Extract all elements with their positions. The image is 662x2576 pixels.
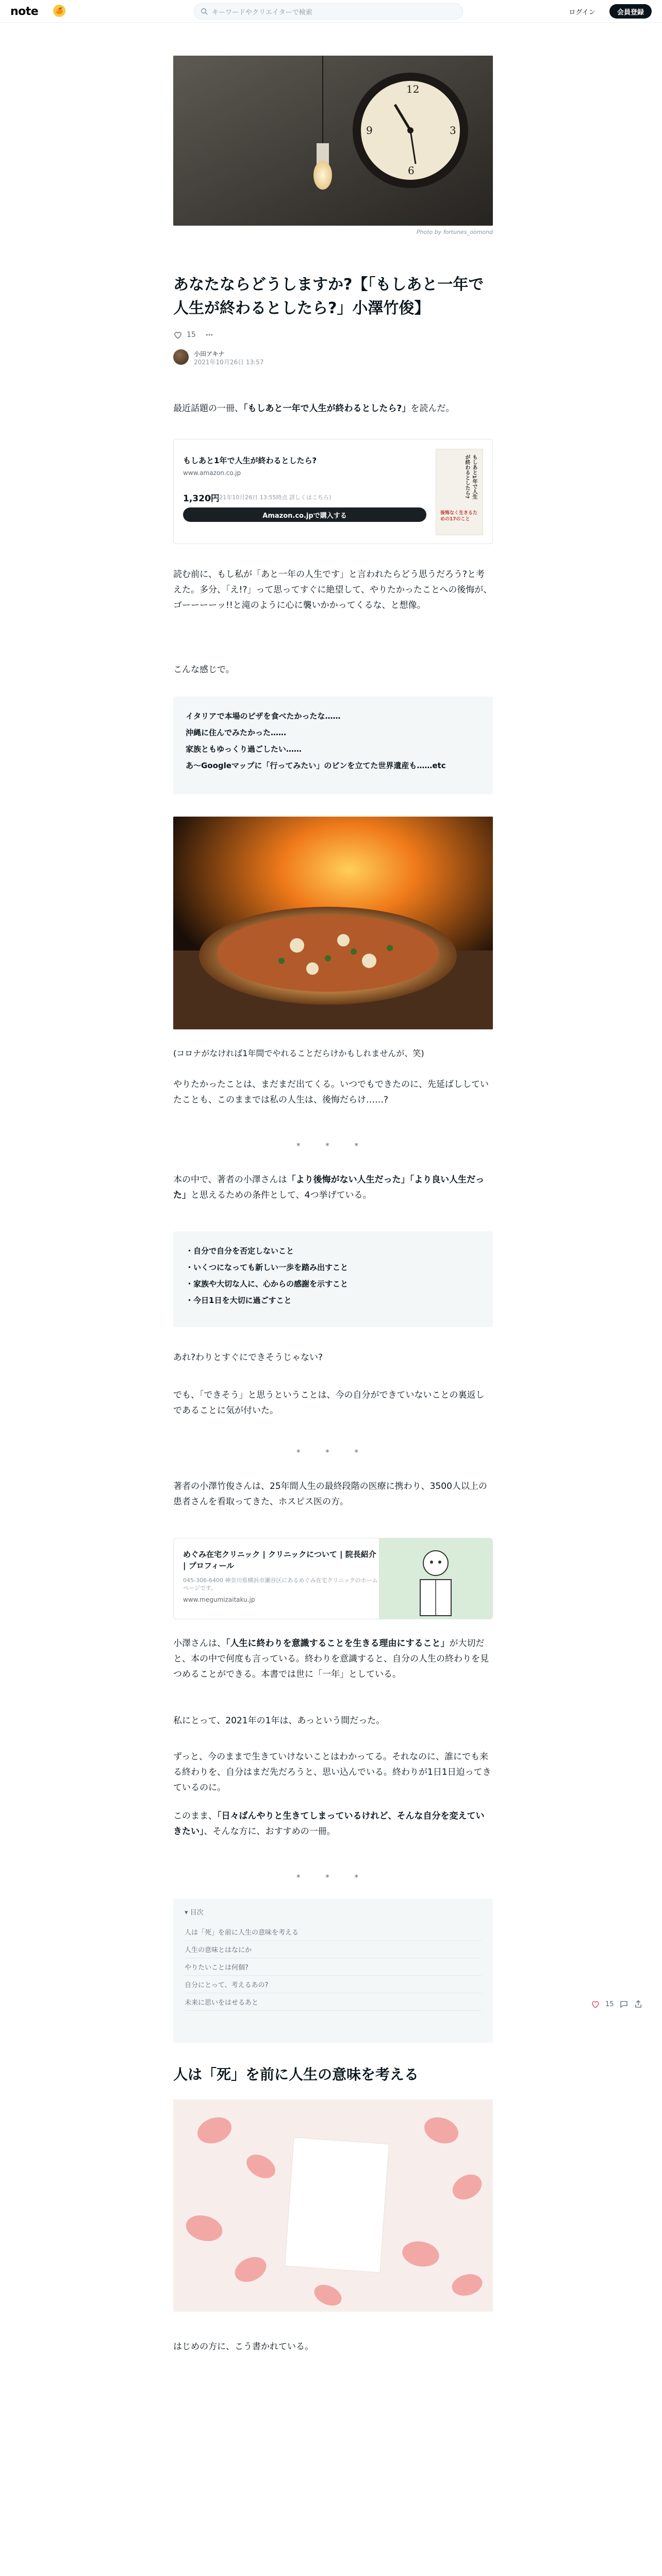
paragraph-3: こんな感じで。	[173, 665, 235, 675]
paragraph-8: でも、「できそう」と思うということは、今の自分ができていないことの裏返しであることに気が付いた。	[173, 1390, 485, 1416]
section-separator: * * *	[296, 1141, 370, 1150]
section-heading: 人は「死」を前に人生の意味を考える	[173, 2066, 419, 2083]
paragraph-7: あれ?わりとすぐにできそうじゃない?	[173, 1352, 323, 1363]
wish-item: 家族ともゆっくり過ごしたい……	[186, 744, 302, 754]
toc-item[interactable]: 人生の意味とはなにか	[185, 1941, 482, 1958]
condition-item: ・ いくつになっても新しい一歩を踏み出すこと	[186, 1259, 481, 1276]
toc-item[interactable]: 未来に思いをはせるあと	[185, 1993, 482, 2011]
search-placeholder: キーワードやクリエイターで検索	[212, 8, 312, 16]
logo-badge-icon: 🍊	[53, 5, 65, 17]
amazon-product-card[interactable]	[173, 439, 493, 544]
heart-icon[interactable]	[173, 330, 183, 340]
doctor-illustration	[379, 1538, 492, 1619]
search-input[interactable]	[194, 3, 463, 20]
amazon-card-price: 1,320円	[183, 494, 220, 504]
svg-text:3: 3	[450, 124, 456, 137]
pizza-image	[173, 817, 493, 1029]
paragraph-12: ずっと、今のままで生きていけないことはわかってる。それなのに、誰にでも来る終わりを、自分はまだ先だろうと、思い込んでいる。終わりが1日1日迫ってきているのに。	[173, 1752, 491, 1793]
comment-icon[interactable]	[619, 1999, 628, 2009]
wish-list-callout	[173, 697, 493, 794]
amazon-card-note: (2021年10月26日 13:55時点 詳しくはこちら)	[210, 494, 332, 501]
svg-text:6: 6	[408, 164, 415, 177]
paragraph-9: 著者の小澤竹俊さんは、25年間人生の最終段階の医療に携わり、3500人以上の患者さんを看取ってきた、ホスピス医の方。	[173, 1481, 487, 1507]
side-like-count: 15	[605, 2000, 614, 2008]
amazon-card-title[interactable]: もしあと1年で人生が終わるとしたら?	[183, 456, 317, 465]
paragraph-10: 小澤さんは、「人生に終わりを意識することを生きる理由にすること」が大切だと、本の中で何度も言っている。終わりを意識すると、自分の人生の終わりを見つめることができる。本書では世に「一年」としている。	[173, 1638, 489, 1680]
toc-heading[interactable]: ▾ 目次	[185, 1909, 204, 1917]
heart-icon[interactable]	[591, 1999, 600, 2009]
amazon-buy-button[interactable]: Amazon.co.jpで購入する	[183, 507, 426, 522]
author-name[interactable]: 小田アキナ	[194, 350, 225, 358]
floating-actions	[591, 1998, 643, 2010]
paragraph-5: やりたかったことは、まだまだ出てくる。いつでもできたのに、先延ばししていたことも、このままでは私の人生は、後悔だらけ……?	[173, 1079, 489, 1105]
likes-row[interactable]	[173, 330, 213, 340]
search-icon	[201, 8, 208, 15]
conditions-callout	[173, 1231, 493, 1327]
paragraph-11: 私にとって、2021年の1年は、あっという間だった。	[173, 1716, 385, 1726]
share-icon[interactable]	[634, 1999, 643, 2009]
svg-text:12: 12	[406, 83, 420, 95]
link-card-domain: www.megumizaitaku.jp	[183, 1596, 255, 1603]
link-card-title[interactable]: めぐみ在宅クリニック | クリニックについて | 院長紹介 | プロフィール	[183, 1550, 376, 1570]
site-header	[0, 0, 662, 23]
toc-item[interactable]: やりたいことは何個?	[185, 1958, 482, 1976]
share-icon[interactable]	[205, 331, 213, 339]
hero-image	[173, 56, 493, 226]
paragraph-13: このまま、「日々ばんやりと生きてしまっているけれど、そんな自分を変えていきたい」、そんな方に、おすすめの一冊。	[173, 1811, 485, 1837]
login-button[interactable]: ログイン	[569, 8, 595, 16]
table-of-contents	[173, 1899, 493, 2043]
condition-item: ・ 今日1日を大切に過ごすこと	[186, 1292, 481, 1309]
like-count: 15	[187, 331, 196, 339]
amazon-card-domain: www.amazon.co.jp	[183, 469, 241, 477]
paragraph-6: 本の中で、著者の小澤さんは「より後悔がない人生だった」「より良い人生だった」と思えるための条件として、4つ挙げている。	[173, 1175, 485, 1200]
author-avatar[interactable]	[173, 349, 189, 365]
author-row[interactable]	[173, 349, 379, 366]
svg-text:9: 9	[366, 124, 373, 137]
clinic-link-card[interactable]	[173, 1538, 493, 1619]
wish-item: 沖縄に住んでみたかった……	[186, 728, 287, 737]
intro-paragraph: 最近話題の一冊、「もしあと一年で人生が終わるとしたら?」を読んだ。	[173, 403, 455, 414]
article-title: あなたならどうしますか?【「もしあと一年で人生が終わるとしたら?」小澤竹俊】	[173, 276, 484, 317]
condition-item: ・ 家族や大切な人に、心からの感謝を示すこと	[186, 1276, 481, 1292]
signup-button[interactable]: 会員登録	[609, 4, 652, 19]
wish-item: イタリアで本場のピザを食べたかったな……	[186, 711, 341, 721]
section-separator: * * *	[296, 1448, 370, 1457]
post-date: 2021年10月26日 13:57	[194, 359, 264, 366]
section-separator: * * *	[296, 1873, 370, 1882]
paragraph-2: 読む前に、もし私が「あと一年の人生です」と言われたらどう思うだろう?と考えた。多分、「え!?」って思ってすぐに絶望して、やりたかったことへの後悔が、ゴーーーーッ!!と滝のように心に襲いかかってくるな、と想像。	[173, 569, 492, 611]
toc-item[interactable]: 自分にとって、考えるあの?	[185, 1976, 482, 1993]
petals-image	[173, 2099, 493, 2312]
photo-credit[interactable]: Photo by fortunes_oomond	[416, 229, 493, 235]
toc-item[interactable]: 人は「死」を前に人生の意味を考える	[185, 1923, 482, 1941]
paragraph-4: (コロナがなければ1年間でやれることだらけかもしれませんが、笑)	[173, 1048, 424, 1058]
paragraph-14: はじめの方に、こう書かれている。	[173, 2342, 313, 2352]
wish-item: あ〜Googleマップに「行ってみたい」のピンを立てた世界遺産も……etc	[186, 761, 446, 770]
book-cover-image: もしあと1年で人生が終わるとしたら? 後悔なく生きるための17のこと	[436, 449, 483, 535]
note-logo[interactable]: note	[10, 5, 39, 18]
link-card-desc: 045-306-6400 神奈川県横浜市瀬谷区にあるめぐみ在宅クリニックのホームページです。	[183, 1577, 378, 1591]
condition-item: ・ 自分で自分を否定しないこと	[186, 1243, 481, 1259]
